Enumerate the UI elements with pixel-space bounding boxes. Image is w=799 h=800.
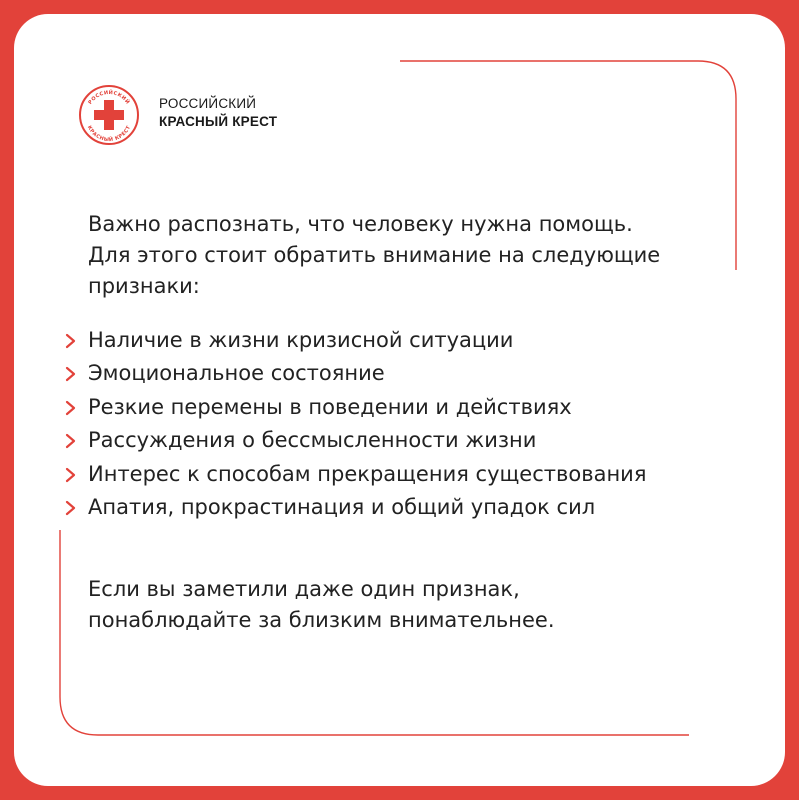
list-item	[58, 357, 646, 390]
list-item-text: Эмоциональное состояние	[88, 361, 385, 386]
brand-name	[159, 95, 277, 131]
red-cross-emblem-icon	[78, 84, 140, 146]
outro-line-2: понаблюдайте за близким внимательнее.	[88, 608, 555, 632]
logo-ring-text-top: РОССИЙСКИЙ	[87, 89, 131, 106]
list-item-text: Резкие перемены в поведении и действиях	[88, 394, 572, 419]
list-item	[58, 491, 646, 524]
signs-list	[58, 324, 646, 524]
brand-line-2: КРАСНЫЙ КРЕСТ	[159, 114, 278, 129]
intro-text	[88, 209, 748, 302]
list-item-text: Интерес к способам прекращения существования	[88, 461, 647, 486]
chevron-right-icon	[65, 467, 77, 483]
list-item-text: Апатия, прокрастинация и общий упадок сил	[88, 494, 596, 519]
info-card	[14, 14, 785, 786]
list-item-text: Рассуждения о бессмысленности жизни	[88, 428, 537, 453]
chevron-right-icon	[65, 366, 77, 382]
chevron-right-icon	[65, 333, 77, 349]
logo-ring-text-bottom: КРАСНЫЙ КРЕСТ	[85, 124, 133, 144]
outro-text	[88, 574, 555, 636]
list-item-text: Наличие в жизни кризисной ситуации	[88, 328, 514, 352]
list-item	[58, 391, 646, 424]
intro-line-1: Важно распознать, что человеку нужна помощь.	[88, 212, 633, 236]
intro-line-2: Для этого стоит обратить внимание на следующие	[88, 243, 661, 267]
list-item	[58, 324, 646, 357]
brand-line-1: РОССИЙСКИЙ	[159, 96, 257, 111]
outro-line-1: Если вы заметили даже один признак,	[88, 577, 520, 601]
list-item	[58, 458, 646, 491]
chevron-right-icon	[65, 500, 77, 516]
chevron-right-icon	[65, 400, 77, 416]
intro-line-3: признаки:	[88, 274, 200, 298]
chevron-right-icon	[65, 433, 77, 449]
list-item	[58, 424, 646, 457]
